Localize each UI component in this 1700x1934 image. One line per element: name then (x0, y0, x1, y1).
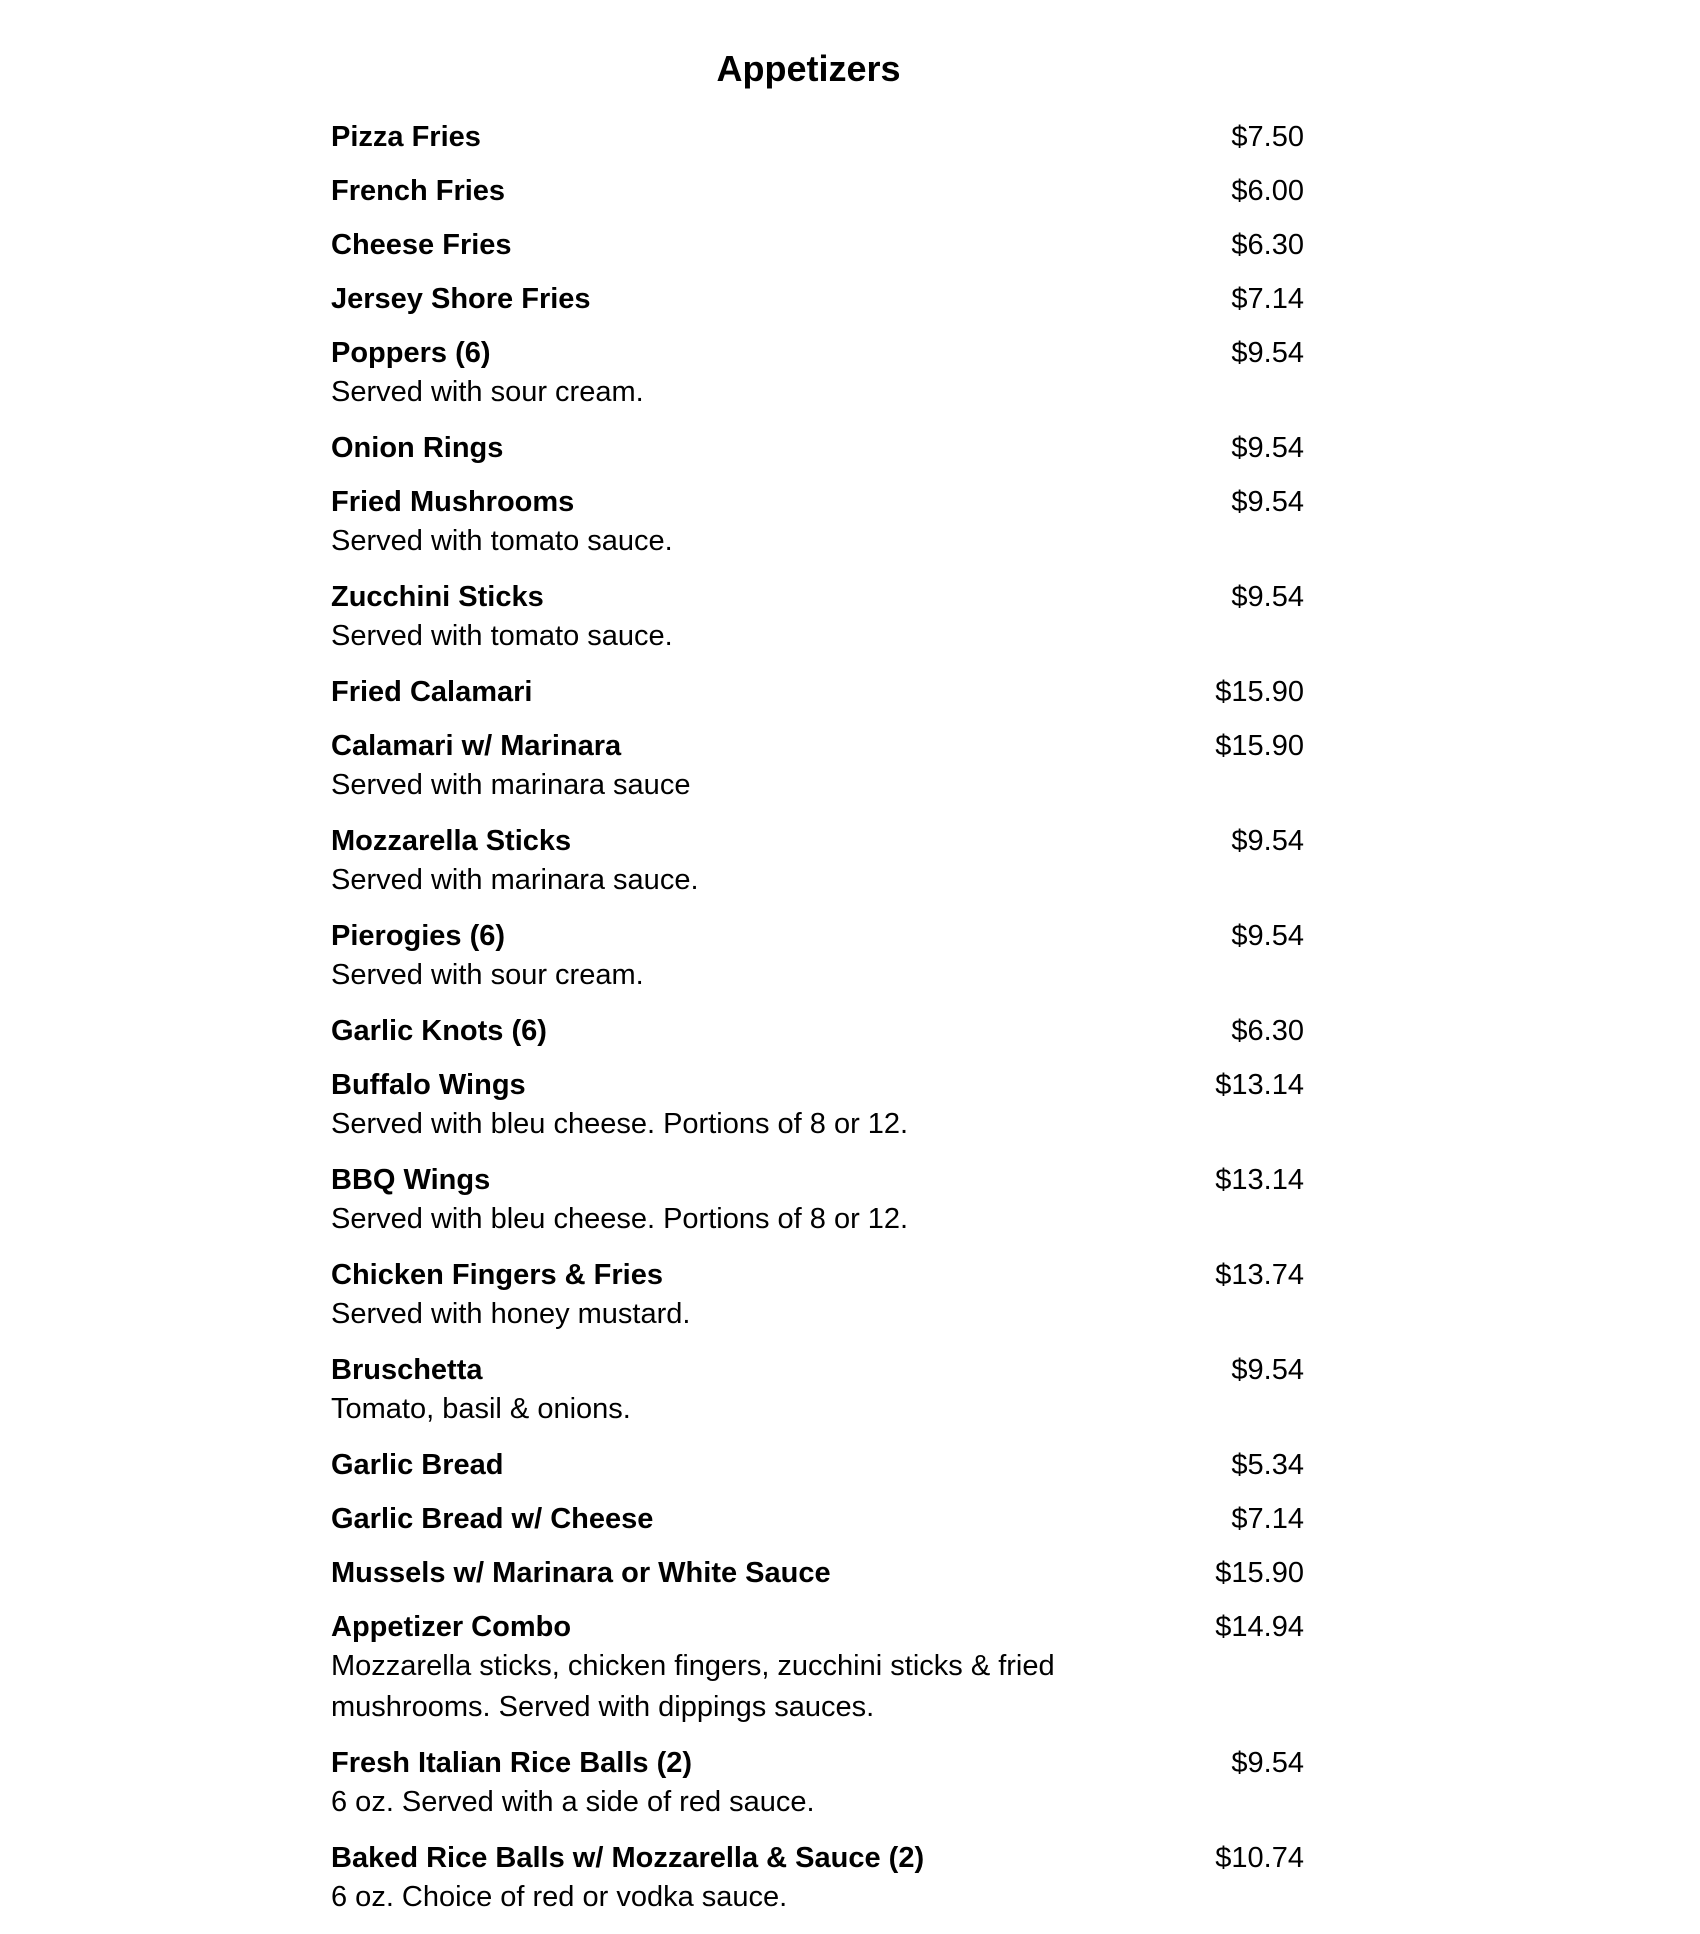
menu-item-name: Onion Rings (331, 432, 504, 464)
menu-item-price: $9.54 (1231, 581, 1304, 613)
menu-item-price: $10.74 (1215, 1842, 1304, 1874)
menu-item-price: $7.14 (1231, 1503, 1304, 1535)
menu-item-description: Served with tomato sauce. (331, 525, 673, 557)
menu-item-description: Served with marinara sauce. (331, 864, 699, 896)
menu-item-description: Served with sour cream. (331, 959, 644, 991)
menu-item-description: Mozzarella sticks, chicken fingers, zucchini sticks & fried mushrooms. Served with dippings sauces. (331, 1650, 1055, 1723)
menu-item-price: $13.14 (1215, 1164, 1304, 1196)
menu-item-price: $9.54 (1231, 1747, 1304, 1779)
menu-list (331, 118, 1304, 1934)
menu-item-row (331, 1256, 1304, 1294)
menu-item-row (331, 1500, 1304, 1538)
menu-item (331, 1839, 1304, 1918)
menu-item (331, 1256, 1304, 1335)
menu-item-description: Tomato, basil & onions. (331, 1393, 631, 1425)
menu-item-name: Zucchini Sticks (331, 581, 544, 613)
menu-item (331, 1744, 1304, 1823)
menu-item-row (331, 1744, 1304, 1782)
menu-item-price: $9.54 (1231, 920, 1304, 952)
menu-item-name: Fresh Italian Rice Balls (2) (331, 1747, 693, 1779)
menu-item (331, 1554, 1304, 1592)
menu-item (331, 727, 1304, 806)
menu-item-description: Served with sour cream. (331, 376, 644, 408)
menu-item-name: Bruschetta (331, 1354, 483, 1386)
menu-item-name: Fried Mushrooms (331, 486, 575, 518)
menu-item (331, 1066, 1304, 1145)
menu-item (331, 483, 1304, 562)
menu-item-price: $6.30 (1231, 229, 1304, 261)
menu-item-row (331, 483, 1304, 521)
menu-item (331, 673, 1304, 711)
menu-item (331, 172, 1304, 210)
menu-item-description: Served with bleu cheese. Portions of 8 or 12. (331, 1108, 909, 1140)
menu-item-description: Served with honey mustard. (331, 1298, 691, 1330)
menu-item-name: Garlic Bread w/ Cheese (331, 1503, 654, 1535)
menu-item-name: Chicken Fingers & Fries (331, 1259, 663, 1291)
menu-item-row (331, 1446, 1304, 1484)
menu-item-price: $9.54 (1231, 486, 1304, 518)
menu-item-row (331, 1066, 1304, 1104)
menu-item-name: BBQ Wings (331, 1164, 491, 1196)
menu-item-row (331, 1012, 1304, 1050)
menu-item (331, 917, 1304, 996)
menu-item (331, 334, 1304, 413)
menu-item-price: $6.30 (1231, 1015, 1304, 1047)
menu-item (331, 578, 1304, 657)
menu-item-price: $9.54 (1231, 825, 1304, 857)
menu-item-name: Calamari w/ Marinara (331, 730, 622, 762)
menu-item-price: $9.54 (1231, 1354, 1304, 1386)
menu-item-price: $15.90 (1215, 730, 1304, 762)
menu-item-row (331, 822, 1304, 860)
menu-item-row (331, 334, 1304, 372)
menu-item-row (331, 172, 1304, 210)
menu-item-name: Cheese Fries (331, 229, 512, 261)
menu-item-name: Mussels w/ Marinara or White Sauce (331, 1557, 831, 1589)
menu-item (331, 1351, 1304, 1430)
menu-item-row (331, 1839, 1304, 1877)
menu-item-row (331, 1351, 1304, 1389)
menu-item-description: Served with marinara sauce (331, 769, 691, 801)
menu-item-price: $9.54 (1231, 337, 1304, 369)
menu-item (331, 1608, 1304, 1728)
menu-item-name: French Fries (331, 175, 506, 207)
menu-item-name: Garlic Knots (6) (331, 1015, 547, 1047)
menu-item-name: Appetizer Combo (331, 1611, 572, 1643)
menu-item (331, 280, 1304, 318)
menu-item (331, 429, 1304, 467)
menu-item (331, 1500, 1304, 1538)
menu-item-name: Poppers (6) (331, 337, 491, 369)
menu-item (331, 118, 1304, 156)
menu-item-name: Jersey Shore Fries (331, 283, 591, 315)
menu-item-price: $5.34 (1231, 1449, 1304, 1481)
menu-item (331, 226, 1304, 264)
menu-item-row (331, 673, 1304, 711)
menu-item-price: $14.94 (1215, 1611, 1304, 1643)
menu-item-price: $15.90 (1215, 676, 1304, 708)
menu-item-price: $6.00 (1231, 175, 1304, 207)
menu-item-description: 6 oz. Served with a side of red sauce. (331, 1786, 815, 1818)
menu-item-description: Served with bleu cheese. Portions of 8 or 12. (331, 1203, 909, 1235)
menu-item-name: Pierogies (6) (331, 920, 506, 952)
menu-item-name: Mozzarella Sticks (331, 825, 572, 857)
menu-item (331, 1161, 1304, 1240)
menu-item-price: $7.50 (1231, 121, 1304, 153)
menu-item-row (331, 1554, 1304, 1592)
page-title: Appetizers (716, 48, 901, 89)
menu-item-row (331, 578, 1304, 616)
menu-item-description: Served with tomato sauce. (331, 620, 673, 652)
menu-item-row (331, 429, 1304, 467)
menu-item (331, 1446, 1304, 1484)
menu-item-price: $13.74 (1215, 1259, 1304, 1291)
menu-item-row (331, 226, 1304, 264)
menu-item-price: $15.90 (1215, 1557, 1304, 1589)
menu-item-price: $13.14 (1215, 1069, 1304, 1101)
menu-item-name: Buffalo Wings (331, 1069, 526, 1101)
menu-item-row (331, 1161, 1304, 1199)
menu-item-description: 6 oz. Choice of red or vodka sauce. (331, 1881, 788, 1913)
menu-item-row (331, 280, 1304, 318)
menu-item-name: Garlic Bread (331, 1449, 504, 1481)
menu-item (331, 1012, 1304, 1050)
menu-item (331, 822, 1304, 901)
menu-item-price: $9.54 (1231, 432, 1304, 464)
menu-item-name: Baked Rice Balls w/ Mozzarella & Sauce (2) (331, 1842, 925, 1874)
menu-item-name: Pizza Fries (331, 121, 481, 153)
menu-item-name: Fried Calamari (331, 676, 533, 708)
menu-item-price: $7.14 (1231, 283, 1304, 315)
menu-item-row (331, 917, 1304, 955)
menu-item-row (331, 727, 1304, 765)
menu-item-row (331, 118, 1304, 156)
menu-item-row (331, 1608, 1304, 1646)
